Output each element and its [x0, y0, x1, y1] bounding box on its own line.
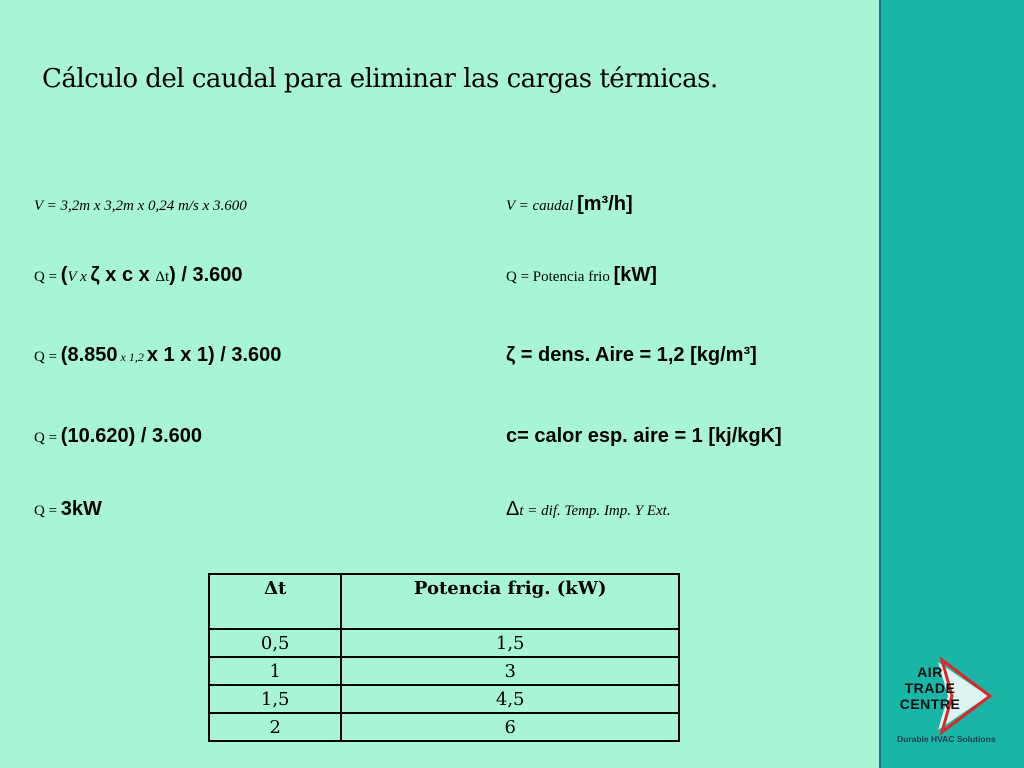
table-row [209, 685, 679, 713]
definition-densidad-text: ζ = dens. Aire = 1,2 [kg/m³] [506, 344, 757, 366]
header-delta-t: Δt [209, 574, 341, 629]
formula-caudal [34, 197, 247, 215]
cell-potencia: 6 [341, 713, 679, 741]
formula-q4-value: 3kW [60, 498, 102, 520]
definition-delta-text: t = dif. Temp. Imp. Y Ext. [519, 503, 671, 519]
formula-q3-value: (10.620) / 3.600 [60, 425, 203, 447]
cell-potencia: 1,5 [341, 629, 679, 657]
cell-delta-t: 2 [209, 713, 341, 741]
header-potencia: Potencia frig. (kW) [341, 574, 679, 629]
results-table [208, 573, 680, 742]
formula-q-mid: ζ x c x [90, 264, 156, 286]
definition-calor [506, 425, 782, 448]
cell-delta-t: 0,5 [209, 629, 341, 657]
definition-caudal-text: V = caudal [506, 198, 578, 214]
cell-delta-t: 1,5 [209, 685, 341, 713]
definition-potencia [506, 264, 657, 287]
table-row [209, 713, 679, 741]
formula-q-v: V x [67, 269, 91, 285]
definition-densidad [506, 344, 757, 367]
formula-q-result [34, 498, 102, 521]
formula-q2-prefix: Q = [34, 349, 61, 365]
definition-caudal-unit: [m³/h] [577, 193, 633, 215]
delta-symbol: Δ [506, 498, 520, 520]
logo-line-centre: CENTRE [899, 696, 961, 712]
table-row [209, 629, 679, 657]
formula-q3-prefix: Q = [34, 430, 61, 446]
air-trade-centre-logo [888, 656, 998, 736]
formula-q2-a: (8.850 [60, 344, 118, 366]
definition-caudal [506, 193, 633, 216]
logo-line-trade: TRADE [904, 680, 956, 696]
cell-delta-t: 1 [209, 657, 341, 685]
formula-caudal-text: V = 3,2m x 3,2m x 0,24 m/s x 3.600 [34, 198, 247, 214]
formula-q-prefix: Q = [34, 269, 61, 285]
definition-calor-text: c= calor esp. aire = 1 [kj/kgK] [506, 425, 782, 447]
cell-potencia: 3 [341, 657, 679, 685]
definition-potencia-text: Q = Potencia frio [506, 269, 614, 285]
side-panel [879, 0, 1024, 768]
formula-q-open: ( [60, 264, 68, 286]
cell-potencia: 4,5 [341, 685, 679, 713]
formula-q-substituted [34, 344, 281, 367]
formula-q4-prefix: Q = [34, 503, 61, 519]
definition-potencia-unit: [kW] [613, 264, 657, 286]
formula-q2-b: x 1 x 1) / 3.600 [146, 344, 282, 366]
table-header-row [209, 574, 679, 629]
formula-q-close: ) / 3.600 [169, 264, 243, 286]
definition-delta [506, 498, 671, 521]
table-row [209, 657, 679, 685]
formula-q-product [34, 425, 202, 448]
formula-q-general [34, 264, 243, 287]
logo-tagline: Durable HVAC Solutions [897, 734, 996, 744]
slide-title: Cálculo del caudal para eliminar las cargas térmicas. [42, 64, 718, 94]
logo-line-air: AIR [917, 664, 943, 680]
formula-q-delta: Δt [155, 269, 170, 285]
formula-q2-density: x 1,2 [117, 350, 147, 364]
